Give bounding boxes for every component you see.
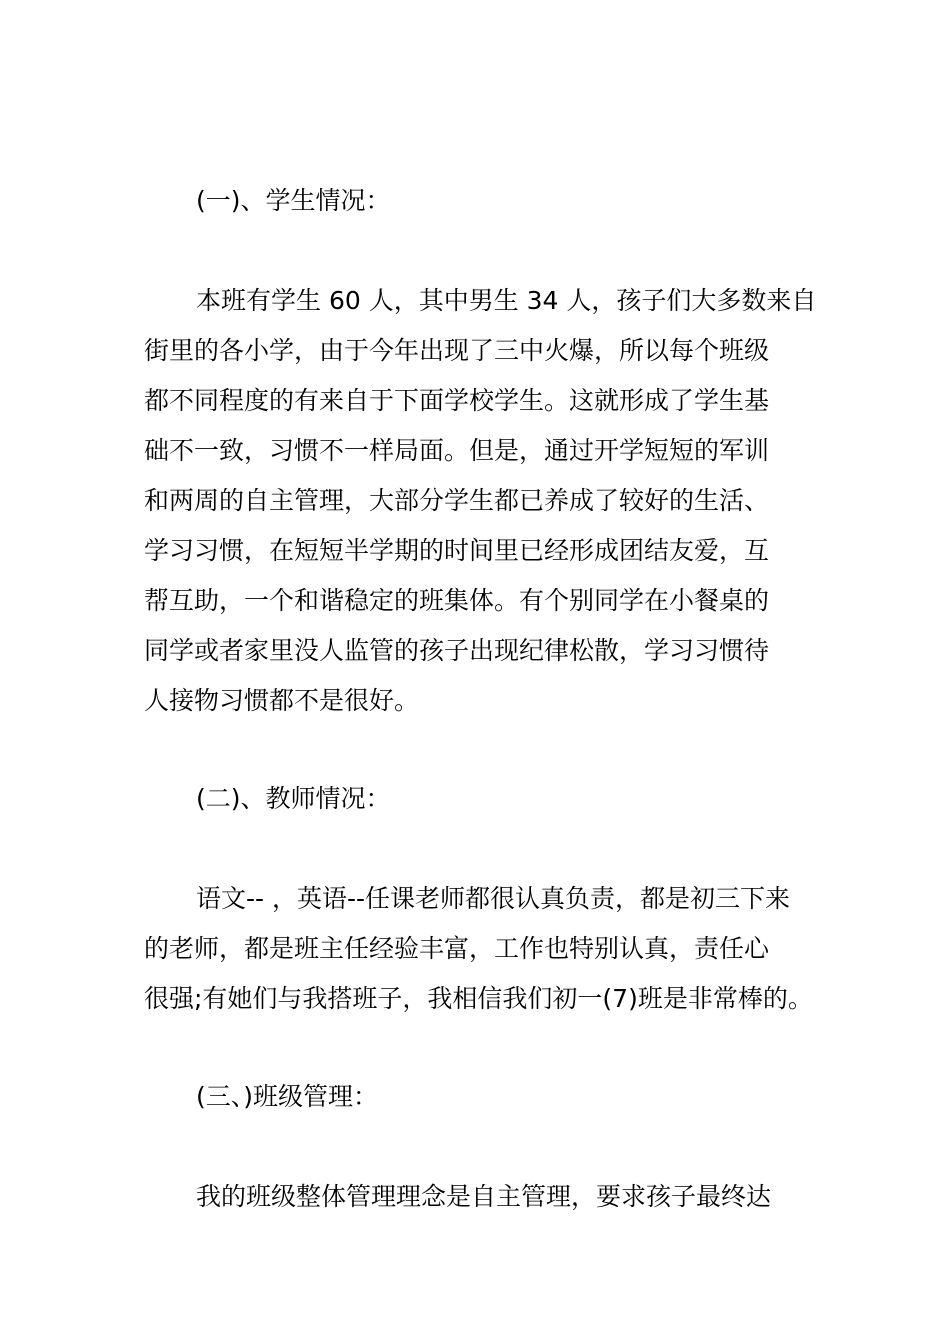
paragraph-line: 都不同程度的有来自于下面学校学生。这就形成了学生基 (144, 386, 770, 415)
paragraph-line: 语文-- ，英语--任课老师都很认真负责，都是初三下来 (196, 884, 791, 913)
paragraph-line: 学习习惯，在短短半学期的时间里已经形成团结友爱，互 (144, 536, 770, 565)
paragraph-line: 础不一致，习惯不一样局面。但是，通过开学短短的军训 (144, 436, 770, 465)
section-heading-class-management: (三、)班级管理： (196, 1082, 379, 1111)
paragraph-line: 很强;有她们与我搭班子，我相信我们初一(7)班是非常棒的。 (144, 984, 813, 1013)
paragraph-class-management (144, 1172, 814, 1222)
paragraph-line: 本班有学生 60 人，其中男生 34 人，孩子们大多数来自 (196, 286, 817, 315)
paragraph-teachers (144, 874, 814, 1024)
section-heading-teachers: (二)、教师情况： (196, 784, 391, 813)
paragraph-line: 人接物习惯都不是很好。 (144, 686, 420, 715)
paragraph-line: 我的班级整体管理理念是自主管理，要求孩子最终达 (196, 1182, 772, 1211)
paragraph-line: 和两周的自主管理，大部分学生都已养成了较好的生活、 (144, 486, 770, 515)
paragraph-line: 街里的各小学，由于今年出现了三中火爆，所以每个班级 (144, 336, 770, 365)
paragraph-students (144, 276, 817, 726)
paragraph-line: 帮互助，一个和谐稳定的班集体。有个别同学在小餐桌的 (144, 586, 770, 615)
section-heading-students: (一)、学生情况： (196, 186, 391, 215)
paragraph-line: 同学或者家里没人监管的孩子出现纪律松散，学习习惯待 (144, 636, 770, 665)
paragraph-line: 的老师，都是班主任经验丰富，工作也特别认真，责任心 (144, 934, 770, 963)
